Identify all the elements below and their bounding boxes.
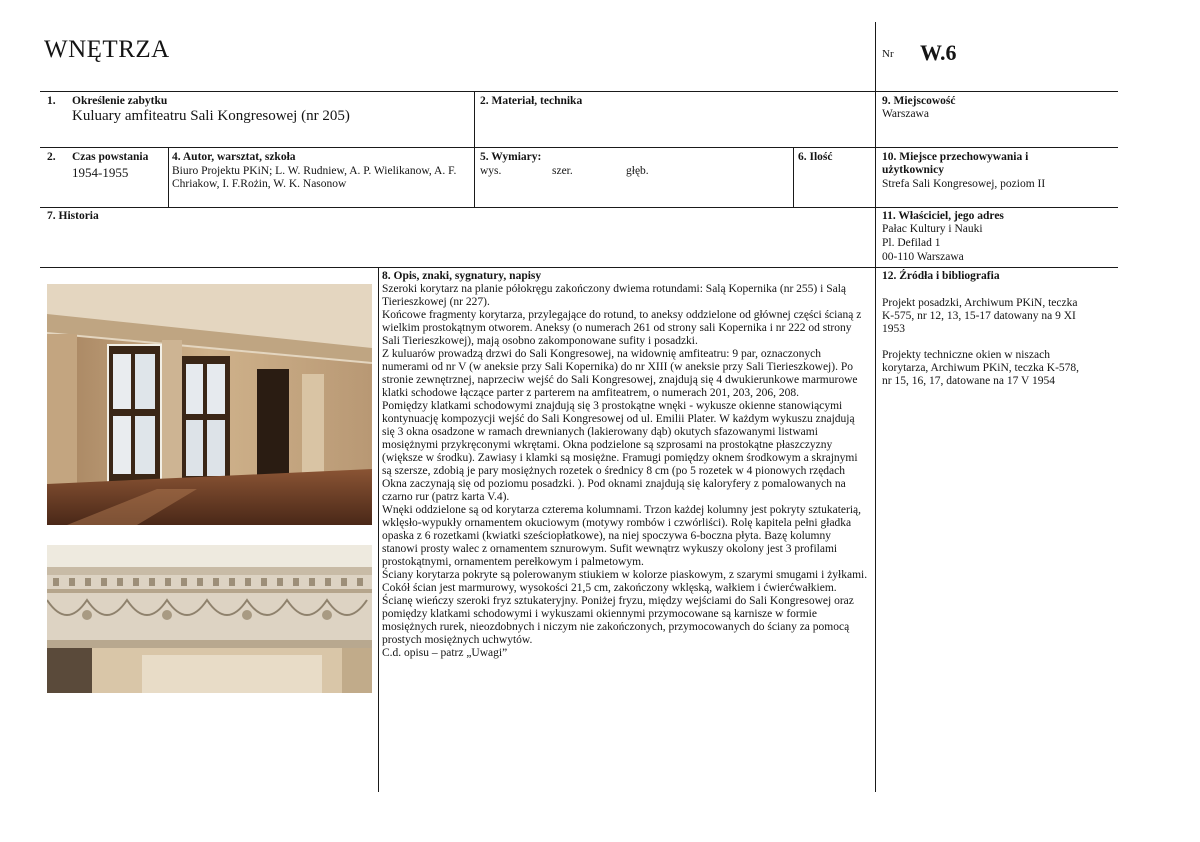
f8-paragraph: Ściany korytarza pokryte są polerowanym stiukiem w kolorze piaskowym, z szarymi smugami i żyłkami. Cokół ścian jest marmurowy, wysokości 21,5 cm, zakończony wklęską, wałkiem i ćwierćwałkiem. Ścianę wieńczy szeroki fryz sztukateryjny. Poniżej fryzu, między wejściami do Sali Kongresowej oraz pomiędzy klatkami schodowymi i wykuszami okiennymi przymocowane są karnisze w formie mosiężnych rurek, nieozdobnych i niczym nie zakończonych, przymocowanych do ściany za pomocą prostych mosiężnych uchwytów. [382, 569, 868, 646]
vertical-rule-right [875, 22, 876, 792]
f8-label: 8. Opis, znaki, sygnatury, napisy [382, 270, 542, 282]
f2b-value: 1954-1955 [72, 165, 129, 180]
card-nr-value: W.6 [920, 40, 957, 65]
f5-wys: wys. [480, 165, 502, 177]
f12-paragraph: Projekty techniczne okien w niszach korytarza, Archiwum PKiN, teczka K-578, nr 15, 16, 17, datowane na 17 V 1954 [882, 349, 1080, 387]
f2-label: 2. Materiał, technika [480, 95, 583, 107]
f5-label: 5. Wymiary: [480, 151, 542, 163]
horizontal-rule-4 [40, 267, 1118, 268]
f8-paragraph: Pomiędzy klatkami schodowymi znajdują się 3 prostokątne wnęki - wykusze okienne stanowiącymi kontynuację kompozycji wejść do Sali Kongresowej od ul. Emilii Plater. W każdym wykuszu znajdują się 3 okna osadzone w ramach drewnianych (lakierowany dąb) okutych sfazowanymi listwami mosiężnymi przykręconymi wkrętami. Okna podzielone są szprosami na prostokątne płaszczyzny (większe w środku). Zawiasy i klamki są mosiężne. Framugi pomiędzy oknem środkowym a skrajnymi są szersze, zdobią je pary mosiężnych rozetek o średnicy 8 cm (po 5 rozetek w 4 pionowych rzędach Okna zaczynają się od poziomu posadzki. ). Pod oknami znajdują się kaloryfery z pomalowanych na czarno rur (patrz karta V.4). [382, 400, 858, 503]
f1-label: Określenie zabytku [72, 95, 168, 107]
f11-line-3: 00-110 Warszawa [882, 251, 964, 263]
f1-num: 1. [47, 95, 56, 107]
f10-value: Strefa Sali Kongresowej, poziom II [882, 178, 1046, 190]
f11-line-1: Pałac Kultury i Nauki [882, 223, 983, 235]
f8-paragraph: Z kuluarów prowadzą drzwi do Sali Kongresowej, na widownię amfiteatru: 9 par, oznaczonych numerami od nr V (w aneksie przy Sali Kopernika) do nr XIII (w aneksie przy Sali Tierieszkowej). Po stronie zewnętrznej, naprzeciw wejść do Sali Kongresowej, znajdują się 4 dwukierunkowe marmurowe klatki schodowe łączące parter z parterem na amfiteatrem, o numerach 201, 203, 206, 208. [382, 348, 858, 399]
f8-paragraph: Szeroki korytarz na planie półokręgu zakończony dwiema rotundami: Salą Kopernika (nr 255) i Salą Tierieszkowej (nr 227). [382, 283, 847, 308]
f8-continuation: C.d. opisu – patrz „Uwagi” [382, 647, 508, 659]
horizontal-rule-1 [40, 91, 1118, 92]
vertical-rule-desc [378, 267, 379, 792]
f12-body [882, 297, 1090, 388]
card-nr-label: Nr [882, 48, 894, 60]
f12-label: 12. Źródła i bibliografia [882, 270, 1000, 282]
f2b-num: 2. [47, 151, 56, 163]
horizontal-rule-2 [40, 147, 1118, 148]
f6-label: 6. Ilość [798, 151, 833, 163]
vertical-rule-col-c [793, 147, 794, 208]
photo-frieze [47, 545, 372, 693]
f8-paragraph: Wnęki oddzielone są od korytarza czterema kolumnami. Trzon każdej kolumny jest pokryty sztukaterią, wklęsło-wypukły ornamentem okuciowym (motywy rombów i czwórliści). Rolę kapitela pełni gładka opaska z 6 rozetkami (kwiatki sześciopłatkowe), na niej spoczywa 6-boczna płyta. Bazę kolumny stanowi prosty walec z ornamentem sznurowym. Sufit wewnątrz wykuszy okolony jest 3 profilami prostokątnymi, ornamentem perełkowym i palmetowym. [382, 504, 862, 568]
f11-line-2: Pl. Defilad 1 [882, 237, 941, 249]
f10-label: 10. Miejsce przechowywania i użytkownicy [882, 151, 1029, 176]
f5-szer: szer. [552, 165, 573, 177]
f8-paragraph: Końcowe fragmenty korytarza, przylegające do rotund, to aneksy oddzielone od głównej części ścianą z wielkim prostokątnym otworem. Aneksy (o numerach 261 od strony sali Kopernika i nr 222 od strony Sali Tierieszkowej), mają osobno zakomponowane sufity i posadzki. [382, 309, 862, 347]
f5-glab: głęb. [626, 165, 649, 177]
f11-label: 11. Właściciel, jego adres [882, 210, 1004, 222]
f4-value: Biuro Projektu PKiN; L. W. Rudniew, A. P. Wielikanow, A. F. Chriakow, I. F.Rożin, W. K. Nasonow [172, 165, 457, 190]
vertical-rule-col2 [474, 91, 475, 208]
horizontal-rule-3 [40, 207, 1118, 208]
card-category: WNĘTRZA [44, 36, 170, 63]
f12-paragraph: Projekt posadzki, Archiwum PKiN, teczka K-575, nr 12, 13, 15-17 datowany na 9 XI 1953 [882, 297, 1078, 335]
f7-label: 7. Historia [47, 210, 99, 222]
f4-label: 4. Autor, warsztat, szkoła [172, 151, 296, 163]
f9-value: Warszawa [882, 108, 929, 120]
photo-corridor [47, 284, 372, 525]
f1-value: Kuluary amfiteatru Sali Kongresowej (nr 205) [72, 108, 350, 124]
f8-body [382, 283, 868, 660]
f2b-label: Czas powstania [72, 151, 149, 163]
f9-label: 9. Miejscowość [882, 95, 956, 107]
vertical-rule-col-b [168, 147, 169, 208]
